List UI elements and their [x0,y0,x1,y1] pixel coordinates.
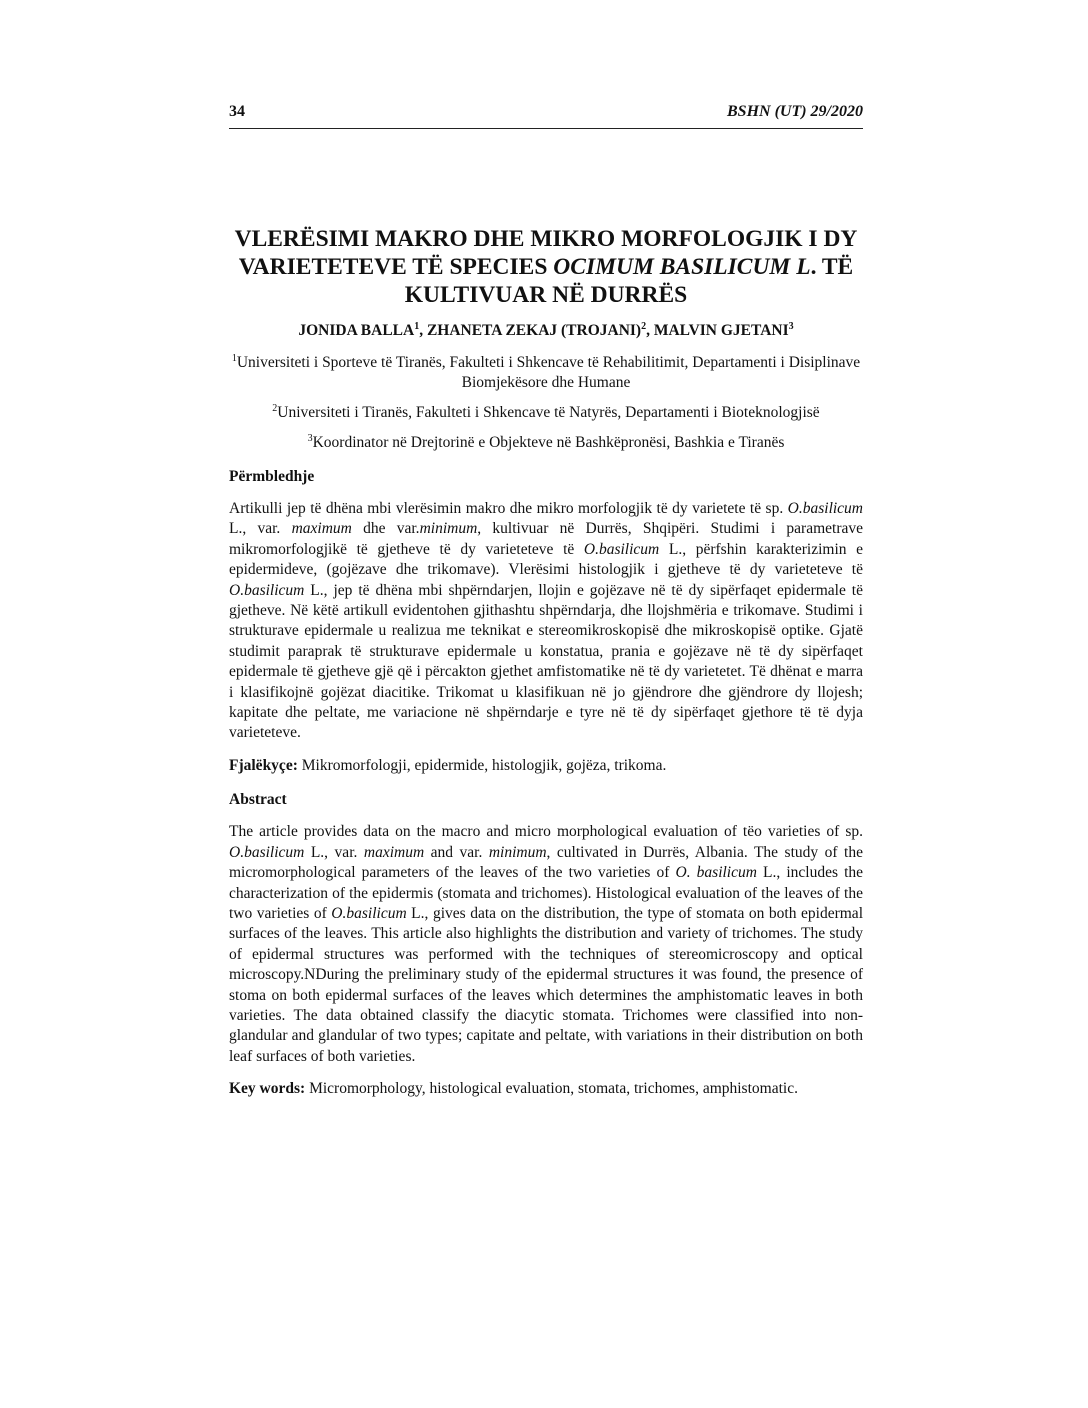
italic-run: O.basilicum [229,843,305,861]
keywords-text: Micromorphology, histological evaluation, stomata, trichomes, amphistomatic. [305,1080,798,1098]
permbledhje-heading: Përmbledhje [229,468,315,485]
italic-run: O.basilicum [229,581,305,599]
author-name: MALVIN GJETANI [653,322,789,339]
affiliation-text: Universiteti i Sporteve të Tiranës, Fakulteti i Shkencave të Rehabilitimit, Departamenti i Disiplinave Biomjekësore dhe Humane [236,354,861,391]
author-affil-mark: 1 [414,320,420,332]
affiliation-mark: 2 [272,402,278,414]
italic-run: minimum [419,520,478,538]
affiliation-2 [229,403,863,423]
author-separator: , [419,322,427,339]
text-run: , kultivuar në Durrës, Shqipëri. Studimi i parametrave mikromorfologjikë të gjetheve të dy varieteteve të [229,520,863,558]
italic-run: maximum [363,843,425,861]
text-run: and var. [424,843,489,861]
italic-run: maximum [291,520,352,538]
text-run: The article provides data on the macro and micro morphological evaluation of tëo varieties of sp. [229,823,863,841]
affiliation-3 [229,433,863,453]
keywords-label: Key words: [229,1080,306,1098]
italic-run: O.basilicum [787,500,863,517]
text-run: L., var. [229,520,292,538]
affiliation-text: Universiteti i Tiranës, Fakulteti i Shkencave të Natyrës, Departamenti i Bioteknologjisë [277,404,820,421]
author-affil-mark: 3 [788,320,794,332]
title-species: OCIMUM BASILICUM L [553,254,811,280]
title-part-1: VLERËSIMI MAKRO DHE MIKRO MORFOLOGJIK I DY VARIETETEVE TË SPECIES [234,226,858,280]
affiliation-text: Koordinator në Drejtorinë e Objekteve në Bashkëpronësi, Bashkia e Tiranës [312,434,785,451]
paper-title [229,225,863,309]
author-affil-mark: 2 [641,320,647,332]
journal-reference: BSHN (UT) 29/2020 [727,103,863,120]
author-name: JONIDA BALLA [298,322,415,339]
text-run: dhe var. [351,520,420,538]
author-name: ZHANETA ZEKAJ (TROJANI) [426,322,642,339]
affiliation-1 [229,353,863,393]
fjalekyce-line [229,756,863,776]
italic-run: O.basilicum [331,904,407,922]
fjalekyce-label: Fjalëkyçe: [229,756,298,774]
affiliation-mark: 3 [307,432,313,444]
keywords-line [229,1079,863,1099]
text-run: L., gives data on the distribution, the type of stomata on both epidermal surfaces of the leaves. This article also highlights the distribution and variety of trichomes. The study of epidermal structures was performed with the techniques of stereomicroscopy and optical microscopy.NDuring the preliminary study of the epidermal structures it was found, the presence of stoma on both epidermal surfaces of the leaves which determines the amphistomatic leaves in both varieties. The data obtained classify the diacytic stomata. Trichomes were classified into non-glandular and glandular of two types; capitate and peltate, with variations in their distribution on both leaf surfaces of both varieties. [229,904,863,1065]
text-run: L., includes the characterization of the epidermis (stomata and trichomes). Histological evaluation of the leaves of the two varieties of [229,864,864,922]
text-run: L., përfshin karakterizimin e epidermideve, (gojëzave dhe trikomave). Vlerësimi histologjik i gjetheve të dy varieteteve të [229,540,864,579]
affiliation-mark: 1 [231,352,237,364]
italic-run: O.basilicum [583,540,660,558]
fjalekyce-text: Mikromorfologji, epidermide, histologjik, gojëza, trikoma. [297,756,667,774]
page-number: 34 [229,103,245,120]
text-run: L., var. [304,843,364,861]
running-head [229,102,863,129]
title-part-2: . TË KULTIVUAR NË DURRËS [404,254,854,308]
text-run: L., jep të dhëna mbi shpërndarjen, llojin e gojëzave në të dy sipërfaqet epidermale të gjetheve. Në këtë artikull evidentohen gjithashtu shpërndarja, dhe llojshmëria e trikomave. Studimi i strukturave epidermale u realizua me teknikat e stereomikroskopisë dhe mikroskopisë optike. Gjatë studimit paraprak të strukturave epidermale u konstatua, prania e gojëzave në të dy sipërfaqet epidermale të gjetheve gjë që i përcakton gjethet amfistomatike në të dy varietetet. Të dhënat e marra i klasifikojnë gojëzat diacitike. Trikomat u klasifikuan në jo gjëndrore dhe gjëndrore dy llojesh; kapitate dhe peltate, me variacione në shpërndarje e tyre në të dy sipërfaqet gjethore të të dyja varieteteve. [229,581,863,742]
author-list [229,321,863,341]
author-separator: , [646,322,654,339]
italic-run: O. basilicum [675,864,757,882]
paper-page [229,102,863,1100]
italic-run: minimum [488,843,547,861]
permbledhje-body [229,499,863,744]
text-run: , cultivated in Durrës, Albania. The study of the micromorphological parameters of the leaves of the two varieties of [229,843,863,882]
text-run: Artikulli jep të dhëna mbi vlerësimin makro dhe mikro morfologjik të dy varietete të sp. [229,500,788,517]
abstract-body [229,822,863,1067]
abstract-heading: Abstract [229,791,287,809]
